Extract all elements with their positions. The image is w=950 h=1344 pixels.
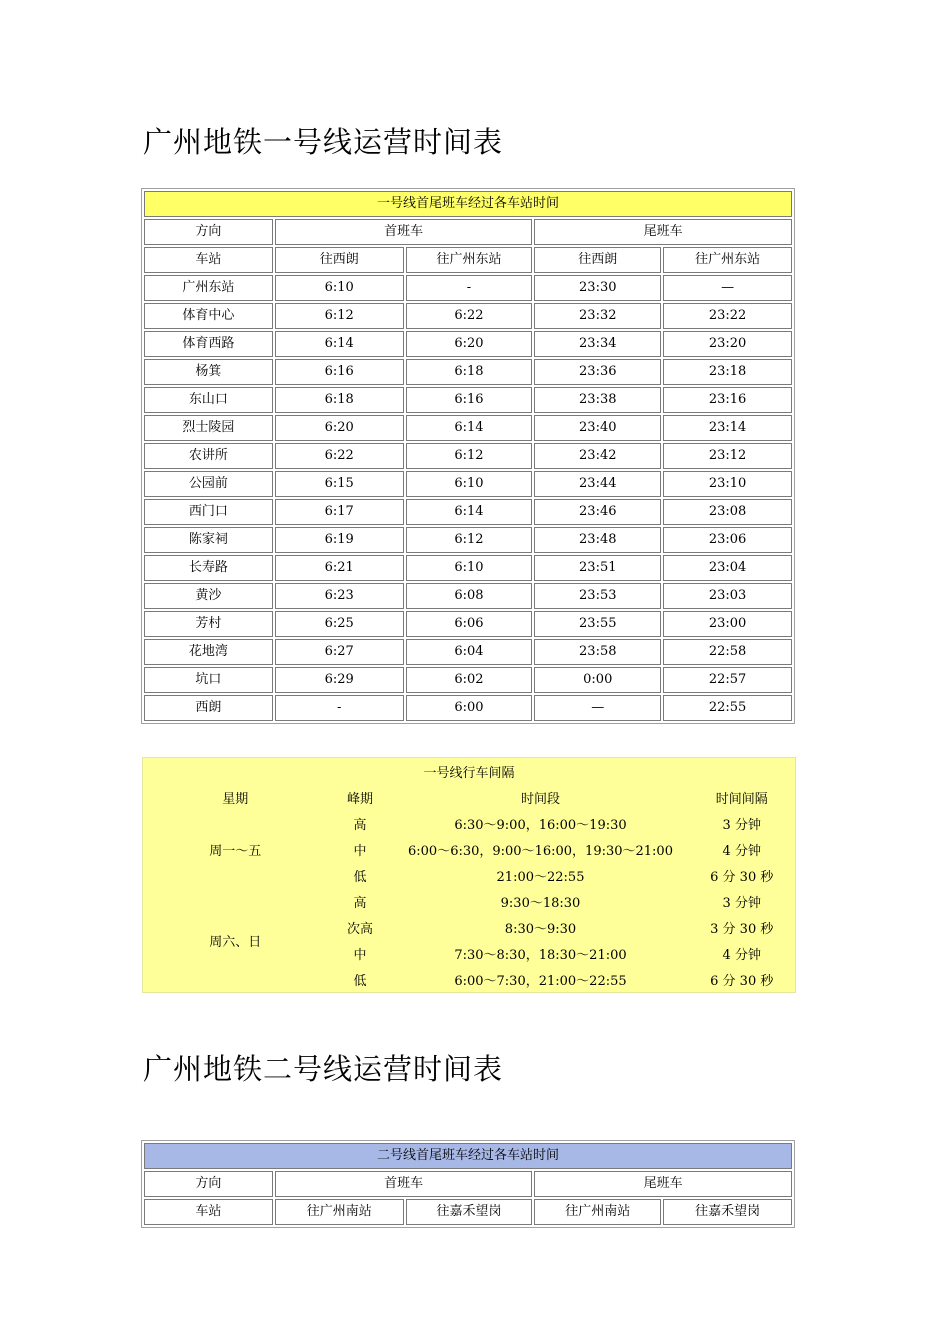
last-dir-b-cell: 23:14	[663, 415, 792, 441]
peak-cell: 低	[353, 869, 367, 885]
station-name-cell: 体育西路	[144, 331, 273, 357]
first-dir-a: 往西朗	[275, 247, 404, 273]
interval-cell: 3 分钟	[722, 817, 761, 833]
direction-label: 方向	[144, 1171, 273, 1197]
first-dir-b-cell: 6:20	[406, 331, 533, 357]
last-train-header: 尾班车	[534, 1171, 792, 1197]
peak-cell: 中	[353, 947, 367, 963]
station-header-row	[144, 1199, 792, 1225]
interval-header-row	[143, 784, 796, 810]
direction-row	[144, 1171, 792, 1197]
period-cell: 6:00～7:30，21:00～22:55	[454, 973, 627, 989]
last-dir-b-cell: 23:03	[663, 583, 792, 609]
last-dir-a: 往西朗	[534, 247, 661, 273]
table-row	[144, 275, 792, 301]
table-row	[144, 611, 792, 637]
period-header: 时间段	[520, 791, 560, 807]
station-name-cell: 长寿路	[144, 555, 273, 581]
table-row	[144, 387, 792, 413]
last-dir-a-cell: 23:34	[534, 331, 661, 357]
interval-caption: 一号线行车间隔	[423, 765, 515, 781]
first-train-header: 首班车	[275, 1171, 533, 1197]
station-name-cell: 公园前	[144, 471, 273, 497]
last-dir-a: 往广州南站	[534, 1199, 661, 1225]
peak-cell: 中	[353, 843, 367, 859]
table-caption-row	[144, 191, 792, 217]
line1-timetable	[141, 188, 795, 724]
station-name-cell: 黄沙	[144, 583, 273, 609]
peak-cell: 高	[353, 895, 367, 911]
first-dir-a-cell: 6:19	[275, 527, 404, 553]
weekday-header: 星期	[222, 791, 249, 807]
table-row	[144, 331, 792, 357]
station-name-cell: 坑口	[144, 667, 273, 693]
first-dir-a-cell: 6:23	[275, 583, 404, 609]
station-name-cell: 陈家祠	[144, 527, 273, 553]
last-dir-a-cell: 23:44	[534, 471, 661, 497]
last-dir-b: 往嘉禾望岗	[663, 1199, 792, 1225]
station-label: 车站	[144, 1199, 273, 1225]
first-dir-b-cell: 6:14	[406, 415, 533, 441]
last-dir-b-cell: 23:04	[663, 555, 792, 581]
last-dir-b: 往广州东站	[663, 247, 792, 273]
table-row	[144, 499, 792, 525]
table-row	[144, 695, 792, 721]
last-dir-a-cell: 23:42	[534, 443, 661, 469]
last-train-header: 尾班车	[534, 219, 792, 245]
table-row	[144, 471, 792, 497]
interval-cell: 4 分钟	[722, 947, 761, 963]
first-dir-b-cell: 6:22	[406, 303, 533, 329]
last-dir-a-cell: 23:38	[534, 387, 661, 413]
last-dir-b-cell: —	[663, 275, 792, 301]
first-dir-b-cell: 6:10	[406, 555, 533, 581]
first-dir-b: 往广州东站	[406, 247, 533, 273]
first-dir-a-cell: 6:29	[275, 667, 404, 693]
last-dir-a-cell: 23:55	[534, 611, 661, 637]
last-dir-a-cell: 0:00	[534, 667, 661, 693]
station-name-cell: 西朗	[144, 695, 273, 721]
first-dir-b: 往嘉禾望岗	[406, 1199, 533, 1225]
last-dir-b-cell: 23:18	[663, 359, 792, 385]
peak-header: 峰期	[346, 791, 373, 807]
first-dir-b-cell: 6:04	[406, 639, 533, 665]
first-dir-a-cell: 6:21	[275, 555, 404, 581]
last-dir-b-cell: 23:10	[663, 471, 792, 497]
direction-row	[144, 219, 792, 245]
first-dir-a-cell: 6:18	[275, 387, 404, 413]
table-row	[144, 667, 792, 693]
first-dir-b-cell: 6:06	[406, 611, 533, 637]
first-dir-a-cell: 6:16	[275, 359, 404, 385]
first-dir-b-cell: 6:12	[406, 527, 533, 553]
table-row	[144, 303, 792, 329]
interval-caption-row	[143, 758, 796, 785]
period-cell: 6:00～6:30，9:00～16:00，19:30～21:00	[408, 843, 673, 859]
last-dir-a-cell: 23:40	[534, 415, 661, 441]
station-name-cell: 广州东站	[144, 275, 273, 301]
last-dir-a-cell: 23:30	[534, 275, 661, 301]
first-dir-a-cell: 6:14	[275, 331, 404, 357]
peak-cell: 次高	[346, 921, 373, 937]
table-row	[144, 639, 792, 665]
station-name-cell: 花地湾	[144, 639, 273, 665]
last-dir-b-cell: 23:16	[663, 387, 792, 413]
first-dir-b-cell: 6:14	[406, 499, 533, 525]
first-dir-b-cell: 6:16	[406, 387, 533, 413]
interval-cell: 4 分钟	[722, 843, 761, 859]
table-row	[144, 555, 792, 581]
last-dir-b-cell: 22:57	[663, 667, 792, 693]
first-dir-a-cell: 6:20	[275, 415, 404, 441]
interval-cell: 6 分 30 秒	[710, 973, 774, 989]
last-dir-a-cell: 23:36	[534, 359, 661, 385]
last-dir-b-cell: 23:00	[663, 611, 792, 637]
first-dir-a-cell: 6:17	[275, 499, 404, 525]
last-dir-a-cell: 23:58	[534, 639, 661, 665]
table-row	[144, 583, 792, 609]
last-dir-a-cell: 23:53	[534, 583, 661, 609]
line1-title: 广州地铁一号线运营时间表	[143, 125, 504, 159]
station-header-row	[144, 247, 792, 273]
station-name-cell: 芳村	[144, 611, 273, 637]
line1-interval-table	[142, 757, 796, 993]
table-caption-row	[144, 1143, 792, 1169]
period-cell: 9:30～18:30	[500, 895, 581, 911]
first-dir-a-cell: 6:12	[275, 303, 404, 329]
period-cell: 21:00～22:55	[496, 869, 585, 885]
last-dir-b-cell: 23:08	[663, 499, 792, 525]
last-dir-a-cell: 23:32	[534, 303, 661, 329]
day-group-cell: 周六、日	[209, 934, 262, 950]
first-train-header: 首班车	[275, 219, 533, 245]
period-cell: 6:30～9:00，16:00～19:30	[454, 817, 627, 833]
first-dir-b-cell: 6:02	[406, 667, 533, 693]
station-name-cell: 烈士陵园	[144, 415, 273, 441]
station-label: 车站	[144, 247, 273, 273]
first-dir-a-cell: 6:22	[275, 443, 404, 469]
interval-cell: 6 分 30 秒	[710, 869, 774, 885]
period-cell: 8:30～9:30	[504, 921, 577, 937]
first-dir-b-cell: 6:12	[406, 443, 533, 469]
day-group-cell: 周一～五	[209, 843, 262, 859]
station-name-cell: 东山口	[144, 387, 273, 413]
line2-table-caption: 二号线首尾班车经过各车站时间	[144, 1143, 792, 1169]
station-name-cell: 杨箕	[144, 359, 273, 385]
table-row	[144, 443, 792, 469]
table-row	[144, 527, 792, 553]
interval-cell: 3 分钟	[722, 895, 761, 911]
first-dir-b-cell: 6:18	[406, 359, 533, 385]
first-dir-a-cell: 6:15	[275, 471, 404, 497]
last-dir-b-cell: 23:22	[663, 303, 792, 329]
first-dir-a: 往广州南站	[275, 1199, 404, 1225]
first-dir-b-cell: -	[406, 275, 533, 301]
last-dir-b-cell: 23:06	[663, 527, 792, 553]
peak-cell: 低	[353, 973, 367, 989]
first-dir-b-cell: 6:10	[406, 471, 533, 497]
last-dir-a-cell: 23:46	[534, 499, 661, 525]
interval-row	[143, 810, 796, 836]
line2-timetable	[141, 1140, 795, 1228]
last-dir-a-cell: —	[534, 695, 661, 721]
table-row	[144, 415, 792, 441]
interval-cell: 3 分 30 秒	[710, 921, 774, 937]
peak-cell: 高	[353, 817, 367, 833]
station-name-cell: 体育中心	[144, 303, 273, 329]
first-dir-a-cell: 6:25	[275, 611, 404, 637]
last-dir-a-cell: 23:51	[534, 555, 661, 581]
period-cell: 7:30～8:30，18:30～21:00	[454, 947, 627, 963]
last-dir-b-cell: 23:20	[663, 331, 792, 357]
station-name-cell: 西门口	[144, 499, 273, 525]
station-name-cell: 农讲所	[144, 443, 273, 469]
last-dir-a-cell: 23:48	[534, 527, 661, 553]
interval-header: 时间间隔	[715, 791, 768, 807]
table-row	[144, 359, 792, 385]
last-dir-b-cell: 22:55	[663, 695, 792, 721]
last-dir-b-cell: 22:58	[663, 639, 792, 665]
interval-row	[143, 888, 796, 914]
first-dir-a-cell: -	[275, 695, 404, 721]
direction-label: 方向	[144, 219, 273, 245]
first-dir-b-cell: 6:00	[406, 695, 533, 721]
line1-table-caption: 一号线首尾班车经过各车站时间	[144, 191, 792, 217]
first-dir-a-cell: 6:10	[275, 275, 404, 301]
first-dir-b-cell: 6:08	[406, 583, 533, 609]
first-dir-a-cell: 6:27	[275, 639, 404, 665]
line2-title: 广州地铁二号线运营时间表	[143, 1052, 504, 1086]
last-dir-b-cell: 23:12	[663, 443, 792, 469]
